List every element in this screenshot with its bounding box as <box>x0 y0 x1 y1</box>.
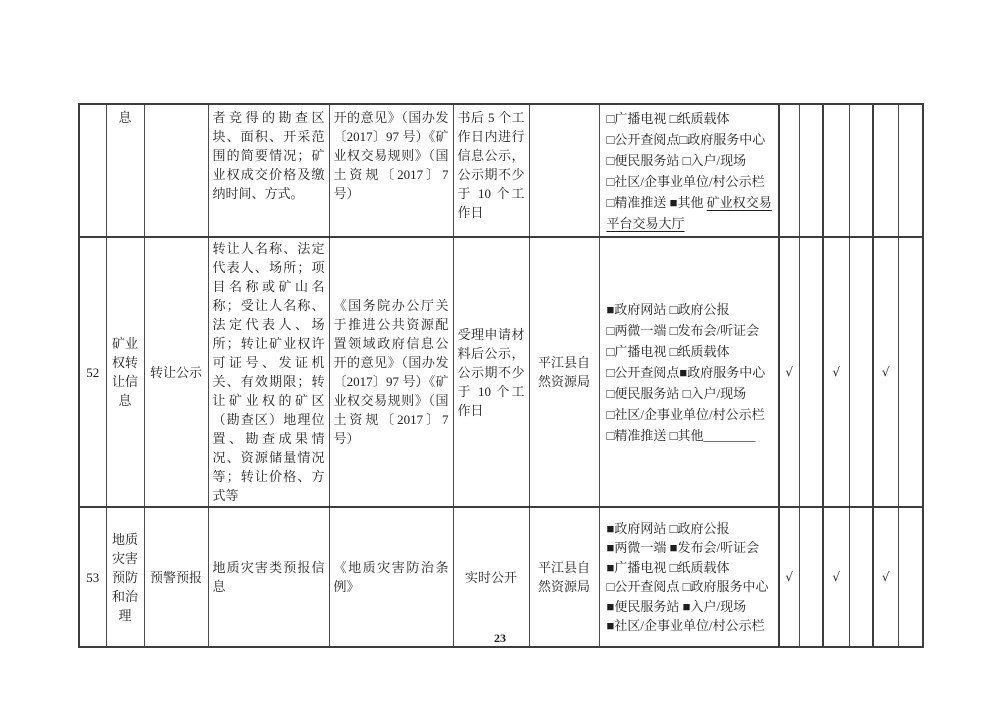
mark-cell-empty <box>898 104 923 237</box>
channel-line: ■便民服务站 ■入户/现场 <box>606 598 747 614</box>
channel-line: □精准推送 ■其他 矿业权交易平台交易大厅 <box>606 195 772 231</box>
cell-agency: 平江县自然资源局 <box>529 237 599 507</box>
check-mark: √ <box>779 237 799 507</box>
cell-category: 矿业权转让信息 <box>106 237 144 507</box>
cell-seq: 52 <box>79 237 106 507</box>
check-mark: √ <box>873 507 898 647</box>
channel-line: □社区/企事业单位/村公示栏 <box>606 174 765 189</box>
channel-line: □便民服务站 □入户/现场 <box>606 153 747 168</box>
check-mark: √ <box>823 507 849 647</box>
mark-cell-empty <box>849 237 873 507</box>
disclosure-table <box>78 103 924 648</box>
cell-channels <box>599 507 779 647</box>
channel-line: □公开查阅点■政府服务中心 <box>606 364 766 380</box>
cell-basis: 《国务院办公厅关于推进公共资源配置领域政府信息公开的意见》（国办发〔2017〕97 号）《矿业权交易规则》（国土资规〔2017〕7 号） <box>329 237 453 507</box>
channel-line: ■两微一端 ■发布会/听证会 <box>606 540 760 555</box>
cell-content: 转让人名称、法定代表人、场所；项目名称或矿山名称；受让人名称、法定代表人、场所；转让矿业权许可证号、发证机关、有效期限；转让矿业权的矿区（勘查区）地理位置、勘查成果情况、资源储量情况等；转让价格、方式等 <box>208 237 329 507</box>
channel-line: □两微一端 □发布会/听证会 <box>606 322 760 338</box>
channel-other-value: 矿业权交易平台交易大厅 <box>606 195 772 231</box>
channel-line: ■社区/企事业单位/村公示栏 <box>606 618 765 633</box>
mark-cell-empty <box>849 507 873 647</box>
cell-timing: 书后 5 个工作日内进行信息公示，公示期不少于 10 个工作日 <box>453 104 529 237</box>
cell-item: 预警预报 <box>144 507 208 647</box>
cell-channels <box>599 104 779 237</box>
cell-category: 地质灾害预防和治理 <box>106 507 144 647</box>
cell-seq <box>79 104 106 237</box>
channel-line: □公开查阅点□政府服务中心 <box>606 132 766 147</box>
cell-timing: 实时公开 <box>453 507 529 647</box>
channel-line: □便民服务站 □入户/现场 <box>606 385 747 401</box>
mark-cell-empty <box>873 104 898 237</box>
mark-cell-empty <box>898 507 923 647</box>
channel-line: □广播电视 □纸质载体 <box>606 343 730 359</box>
check-mark: √ <box>823 237 849 507</box>
mark-cell-empty <box>898 237 923 507</box>
table-row <box>79 507 923 647</box>
check-mark: √ <box>779 507 799 647</box>
channel-line: ■政府网站 □政府公报 <box>606 520 730 536</box>
cell-category: 息 <box>106 104 144 237</box>
cell-content: 者竞得的勘查区块、面积、开采范围的简要情况；矿业权成交价格及缴纳时间、方式。 <box>208 104 329 237</box>
cell-content: 地质灾害类预报信息 <box>208 507 329 647</box>
channel-line: □社区/企事业单位/村公示栏 <box>606 406 765 422</box>
mark-cell-empty <box>823 104 849 237</box>
mark-cell-empty <box>799 237 823 507</box>
table-row <box>79 237 923 507</box>
table-row <box>79 104 923 237</box>
channel-line: □公开查阅点 □政府服务中心 <box>606 579 769 594</box>
channel-line: ■广播电视 □纸质载体 <box>606 559 730 575</box>
channel-lines <box>607 299 775 446</box>
cell-agency <box>529 104 599 237</box>
mark-cell-empty <box>849 104 873 237</box>
page-number: 23 <box>494 631 506 645</box>
cell-item: 转让公示 <box>144 237 208 507</box>
cell-channels <box>599 237 779 507</box>
cell-seq: 53 <box>79 507 106 647</box>
channel-lines <box>607 108 775 234</box>
cell-basis: 《地质灾害防治条例》 <box>329 507 453 647</box>
mark-cell-empty <box>779 104 799 237</box>
channel-line: ■政府网站 □政府公报 <box>606 301 730 317</box>
channel-line: □精准推送 □其他________ <box>606 427 756 443</box>
cell-timing: 受理申请材料后公示，公示期不少于 10 个工作日 <box>453 237 529 507</box>
mark-cell-empty <box>799 507 823 647</box>
cell-basis: 开的意见》（国办发〔2017〕97 号）《矿业权交易规则》（国土资规〔2017〕7 号） <box>329 104 453 237</box>
mark-cell-empty <box>799 104 823 237</box>
check-mark: √ <box>873 237 898 507</box>
cell-item <box>144 104 208 237</box>
channel-lines <box>607 519 775 636</box>
channel-line: □广播电视 □纸质载体 <box>606 111 730 126</box>
cell-agency: 平江县自然资源局 <box>529 507 599 647</box>
table-body <box>79 104 923 647</box>
